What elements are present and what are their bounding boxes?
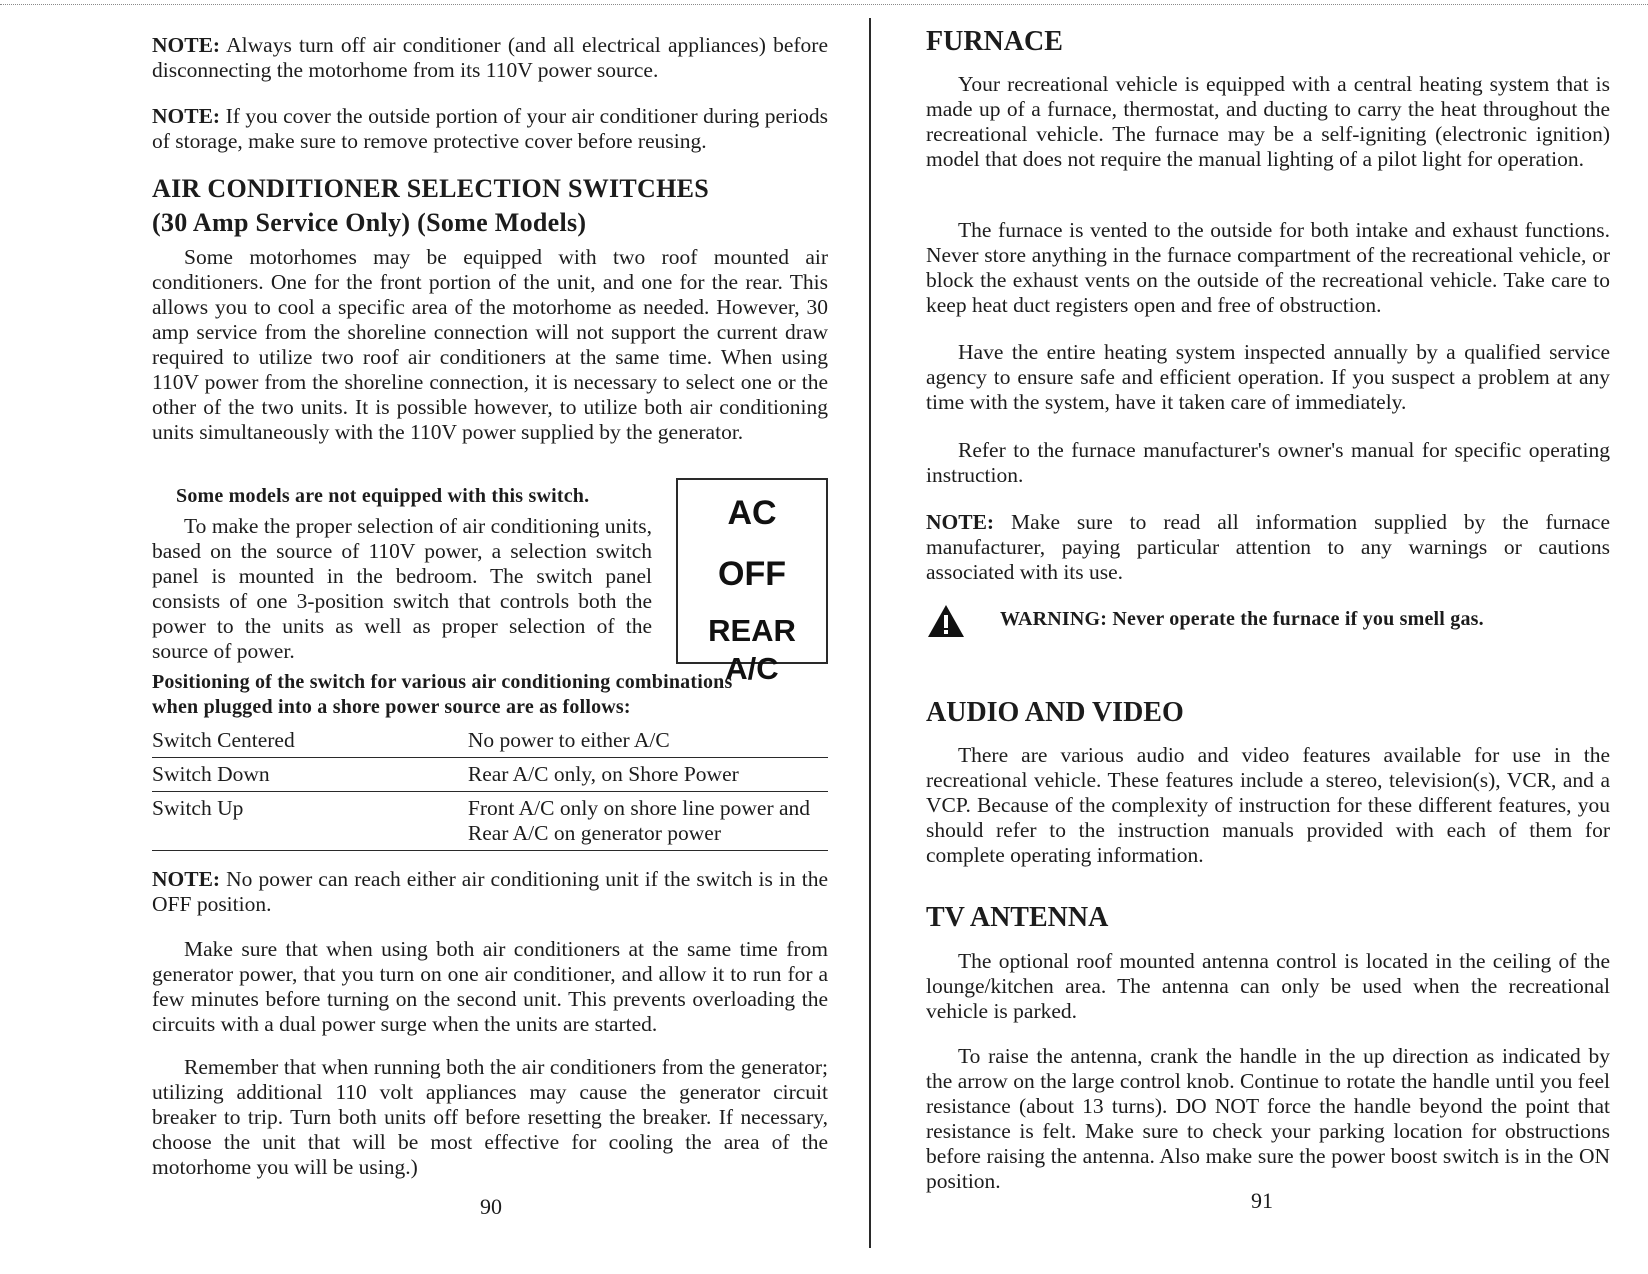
positioning-intro-line1: Positioning of the switch for various air conditioning combinations xyxy=(152,671,733,693)
furnace-note xyxy=(926,510,1610,585)
switch-result-cell: Rear A/C only, on Shore Power xyxy=(468,758,828,792)
furnace-paragraph-4: Refer to the furnace manufacturer's owner's manual for specific operating instruction. xyxy=(926,438,1610,487)
page-gutter-divider xyxy=(869,18,871,1248)
note-label: NOTE: xyxy=(152,104,221,128)
switch-panel-paragraph: To make the proper selection of air conditioning units, based on the source of 110V power, a selection switch panel is mounted in the bedroom. The switch panel consists of one 3-position switch that controls both the power to the units as well as proper selection of the source of power. xyxy=(152,514,652,663)
note-text: If you cover the outside portion of your air conditioner during periods of storage, make sure to remove protective cover before reusing. xyxy=(152,104,828,153)
heading-tv-antenna: TV ANTENNA xyxy=(926,902,1109,933)
page-number-right: 91 xyxy=(1251,1188,1273,1213)
note-protective-cover xyxy=(152,104,828,154)
switch-result-cell: No power to either A/C xyxy=(468,724,828,758)
table-row xyxy=(152,792,828,851)
furnace-paragraph-3: Have the entire heating system inspected annually by a qualified service agency to ensure safe and efficient operation. If you suspect a problem at any time with the system, have it taken care of immediately. xyxy=(926,340,1610,414)
switch-position-table xyxy=(152,724,828,851)
switch-panel-diagram xyxy=(676,478,828,686)
no-switch-note: Some models are not equipped with this switch. xyxy=(176,485,590,507)
audio-video-paragraph: There are various audio and video features available for use in the recreational vehicle. These features include a stereo, television(s), VCR, and a VCP. Because of the complexity of instruction for these different features, you should refer to the instruction manuals provided with each of them for complete operating information. xyxy=(926,743,1610,867)
note-text: Make sure to read all information supplied by the furnace manufacturer, paying particular attention to any warnings or cautions associated with its use. xyxy=(926,510,1610,584)
note-label: NOTE: xyxy=(152,33,221,57)
both-units-paragraph: Make sure that when using both air conditioners at the same time from generator power, that you turn on one air conditioner, and allow it to run for a few minutes before turning on the second unit. This prevents overloading the circuits with a dual power surge when the units are started. xyxy=(152,937,828,1036)
warning-triangle-icon xyxy=(926,603,966,639)
note-label: NOTE: xyxy=(152,867,221,891)
note-text: No power can reach either air conditioning unit if the switch is in the OFF position. xyxy=(152,867,828,916)
furnace-warning-text: WARNING: Never operate the furnace if you smell gas. xyxy=(1000,608,1484,630)
note-text: Always turn off air conditioner (and all electrical appliances) before disconnecting the motorhome from its 110V power source. xyxy=(152,33,828,82)
table-row xyxy=(152,724,828,758)
scan-top-edge xyxy=(0,4,1648,5)
note-label: NOTE: xyxy=(926,510,995,534)
switch-label-off: OFF xyxy=(718,555,786,593)
heading-audio-video: AUDIO AND VIDEO xyxy=(926,697,1184,728)
switch-label-rear-ac: REAR A/C xyxy=(708,613,796,686)
section-subheading-30-amp: (30 Amp Service Only) (Some Models) xyxy=(152,208,587,237)
section-heading-ac-switches: AIR CONDITIONER SELECTION SWITCHES xyxy=(152,174,710,203)
switch-label-ac: AC xyxy=(727,494,777,532)
positioning-intro-line2: when plugged into a shore power source are as follows: xyxy=(152,696,631,718)
furnace-paragraph-2: The furnace is vented to the outside for both intake and exhaust functions. Never store anything in the furnace compartment of the recreational vehicle, or block the exhaust vents on the outside of the recreational vehicle. Take care to keep heat duct registers open and free of obstruction. xyxy=(926,218,1610,317)
switch-position-cell: Switch Centered xyxy=(152,724,468,758)
note-off-position xyxy=(152,867,828,917)
furnace-paragraph-1: Your recreational vehicle is equipped with a central heating system that is made up of a furnace, thermostat, and ducting to carry the heat throughout the recreational vehicle. The furnace may be a self-igniting (electronic ignition) model that does not require the manual lighting of a pilot light for operation. xyxy=(926,72,1610,171)
tv-antenna-paragraph-2: To raise the antenna, crank the handle in the up direction as indicated by the arrow on the large control knob. Continue to rotate the handle until you feel resistance (about 13 turns). DO NOT force the handle beyond the point that resistance is felt. Make sure to check your parking location for obstructions before raising the antenna. Also make sure the power boost switch is in the ON position. xyxy=(926,1044,1610,1193)
tv-antenna-paragraph-1: The optional roof mounted antenna control is located in the ceiling of the lounge/kitchen area. The antenna can only be used when the recreational vehicle is parked. xyxy=(926,949,1610,1023)
table-row xyxy=(152,758,828,792)
switch-position-cell: Switch Down xyxy=(152,758,468,792)
switch-result-cell: Front A/C only on shore line power and Rear A/C on generator power xyxy=(468,792,828,851)
generator-breaker-paragraph: Remember that when running both the air conditioners from the generator; utilizing additional 110 volt appliances may cause the generator circuit breaker to trip. Turn both units off before resetting the breaker. If necessary, choose the unit that will be most effective for cooling the area of the motorhome you will be using.) xyxy=(152,1055,828,1179)
ac-intro-paragraph: Some motorhomes may be equipped with two roof mounted air conditioners. One for the front portion of the unit, and one for the rear. This allows you to cool a specific area of the motorhome as needed. However, 30 amp service from the shoreline connection will not support the current draw required to utilize two roof air conditioners at the same time. When using 110V power from the shoreline connection, it is necessary to select one or the other of the two units. It is possible however, to utilize both air conditioning units simultaneously with the 110V power supplied by the generator. xyxy=(152,245,828,444)
page-number-left: 90 xyxy=(480,1194,502,1219)
note-power-off xyxy=(152,33,828,83)
heading-furnace: FURNACE xyxy=(926,26,1063,57)
switch-position-cell: Switch Up xyxy=(152,792,468,851)
